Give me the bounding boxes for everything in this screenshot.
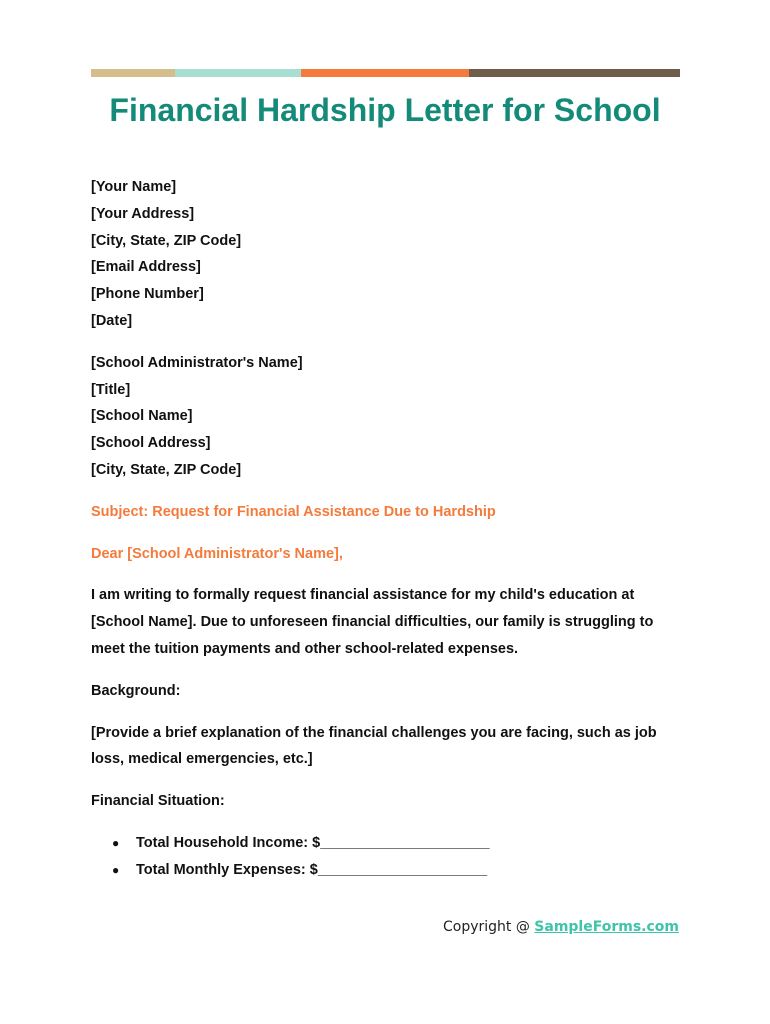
brand-link[interactable]: SampleForms.com [534, 919, 679, 935]
decorative-color-bar [91, 69, 680, 77]
sender-name: [Your Name] [91, 179, 177, 195]
background-text: [Provide a brief explanation of the financial challenges you are facing, such as job loss, medical emergencies, etc.] [91, 724, 657, 768]
recipient-city: [City, State, ZIP Code] [91, 461, 242, 478]
list-item [91, 830, 691, 857]
list-item [91, 857, 691, 884]
copyright-footer [443, 919, 679, 935]
color-bar-segment-orange [301, 69, 469, 77]
background-heading: Background: [91, 682, 181, 699]
sender-block [91, 174, 691, 335]
color-bar-segment-mint [175, 69, 301, 77]
sender-phone: [Phone Number] [91, 286, 204, 303]
recipient-block [91, 350, 691, 484]
sender-email: [Email Address] [91, 259, 201, 276]
color-bar-segment-tan [91, 69, 175, 77]
recipient-title: [Title] [91, 381, 131, 398]
income-item: Total Household Income: $_____________________ [136, 834, 490, 851]
letter-body [91, 174, 691, 884]
expenses-item: Total Monthly Expenses: $_____________________ [136, 861, 488, 878]
bullet-icon: ● [112, 862, 120, 877]
bullet-icon: ● [112, 835, 120, 850]
recipient-school: [School Name] [91, 408, 193, 425]
sender-address: [Your Address] [91, 205, 195, 222]
intro-paragraph: I am writing to formally request financial assistance for my child's education at [School Name]. Due to unforeseen financial difficulties, our family is struggling to meet the tuition payments and other school-related expenses. [91, 587, 654, 657]
salutation: Dear [School Administrator's Name], [91, 545, 343, 562]
sender-city: [City, State, ZIP Code] [91, 232, 242, 249]
color-bar-segment-brown [469, 69, 680, 77]
recipient-address: [School Address] [91, 435, 211, 452]
subject-line: Subject: Request for Financial Assistance Due to Hardship [91, 503, 496, 520]
page-title: Financial Hardship Letter for School [109, 92, 661, 128]
copyright-text: Copyright @ [442, 919, 535, 935]
financial-list [91, 830, 691, 884]
sender-date: [Date] [91, 312, 133, 329]
financial-heading: Financial Situation: [91, 793, 225, 810]
recipient-name: [School Administrator's Name] [91, 354, 303, 371]
